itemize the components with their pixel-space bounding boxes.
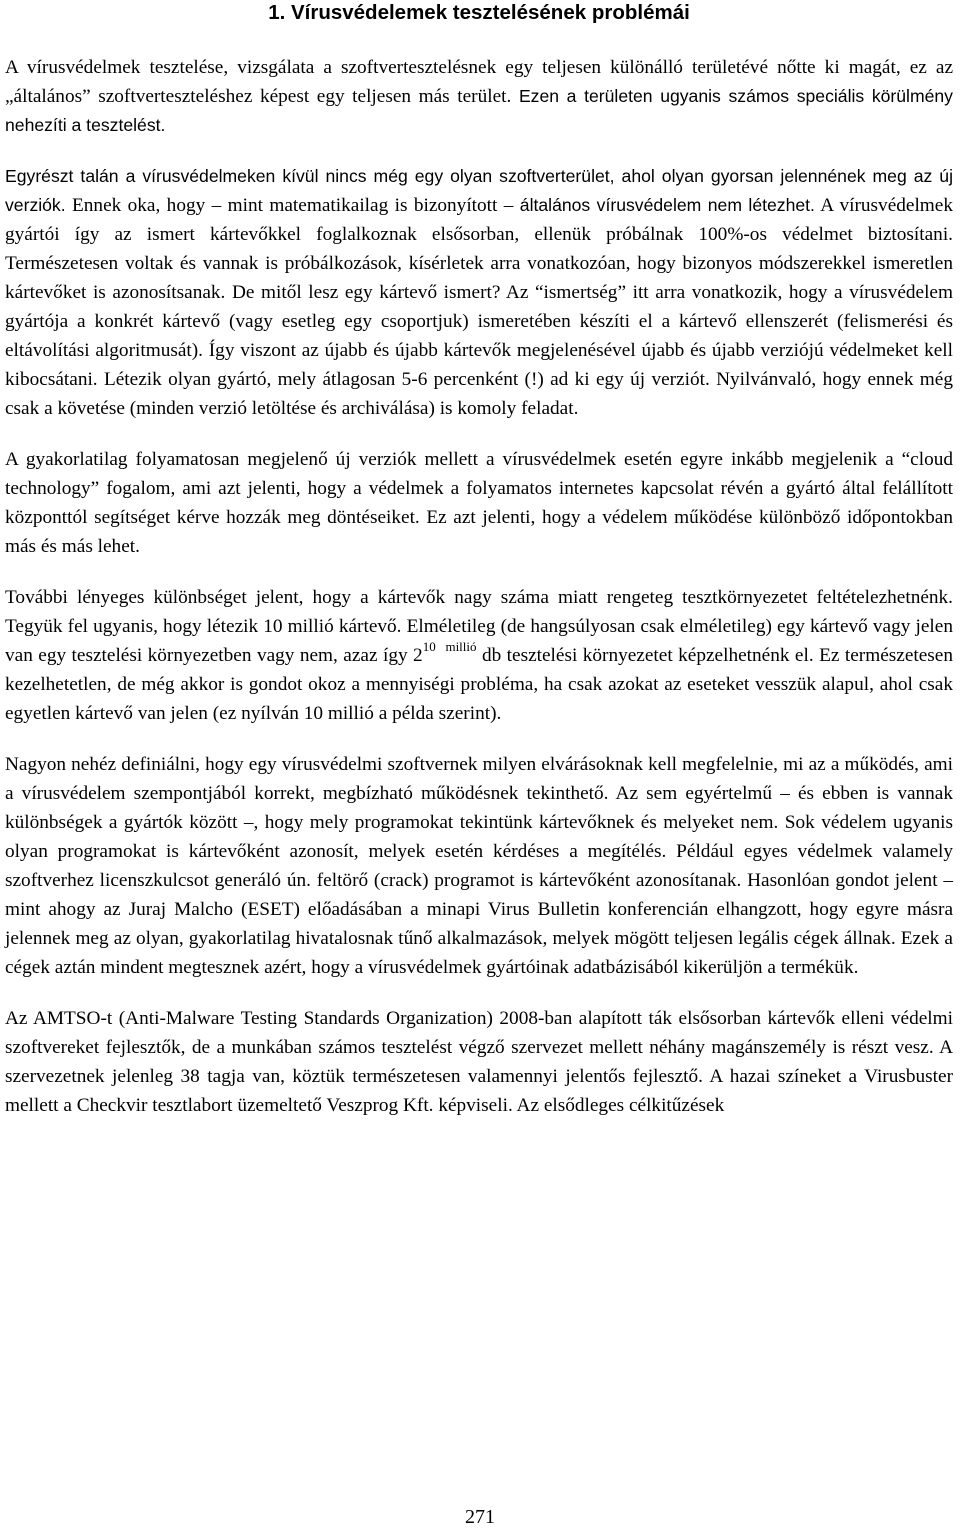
- paragraph-2-sans-text-a: Egyrészt talán a vírusvédelmeken kívül nincs még egy olyan szoftverterület, ahol olyan gyorsan jelennének meg az új verziók.: [5, 166, 953, 215]
- paragraph-1-serif-text: A vírusvédelmek tesztelése, vizsgálata a szoftvertesztelésnek egy teljesen különálló területévé nőtte ki magát, ez az „általános” szoftverteszteléshez képest egy teljesen más terület.: [5, 57, 953, 107]
- section-title: 1. Vírusvédelemek tesztelésének problémái: [268, 1, 690, 24]
- paragraph-2-sans-text-b: általános vírusvédelem nem létezhet.: [519, 195, 815, 215]
- paragraph-5: Nagyon nehéz definiálni, hogy egy vírusvédelmi szoftvernek milyen elvárásoknak kell megfelelnie, mi az a működés, ami a vírusvédelem szempontjából korrekt, megbízható működésnek tekinthető. Az sem egyértelmű – és ebben is vannak különbségek a gyártók között –, hogy mely programokat tekintünk kártevőknek és melyeket nem. Sok védelem ugyanis olyan programokat is kártevőként azonosít, melyek esetén kérdéses a megítélés. Például egyes védelmek valamely szoftverhez licenszkulcsot generáló ún. feltörő (crack) programot is kártevőként azonosítanak. Hasonlóan gondot jelent – mint ahogy az Juraj Malcho (ESET) előadásában a minapi Virus Bulletin konferencián elhangzott, hogy egyre másra jelennek meg az olyan, gyakorlatilag hivatalosnak tűnő alkalmazások, melyek mögött teljesen legális cégek állnak. Ezek a cégek aztán mindent megtesznek azért, hogy a vírusvédelmek gyártóinak adatbázisából kikerüljön a termékük.: [5, 754, 953, 978]
- paragraph-6: Az AMTSO-t (Anti-Malware Testing Standards Organization) 2008-ban alapított ták elsősorban kártevők elleni védelmi szoftvereket fejlesztők, de a munkában számos tesztelést végző szervezet mellett néhány magánszemély is részt vesz. A szervezetnek jelenleg 38 tagja van, köztük természetesen valamennyi jelentős fejlesztő. A hazai színeket a Virusbuster mellett a Checkvir tesztlabort üzemeltető Veszprog Kft. képviseli. Az elsődleges célkitűzések: [5, 1008, 953, 1116]
- paragraph-1: [5, 53, 953, 140]
- paragraph-3: A gyakorlatilag folyamatosan megjelenő új verziók mellett a vírusvédelmek esetén egyre inkább megjelenik a “cloud technology” fogalom, ami azt jelenti, hogy a védelmek a folyamatos internetes kapcsolat révén a gyártó által felállított központtól segítséget kérve hozzák meg döntéseiket. Ez azt jelenti, hogy a védelem működése különböző időpontokban más és más lehet.: [5, 449, 953, 557]
- exponent-number: 10: [422, 639, 436, 654]
- paragraph-4: [5, 583, 953, 728]
- paragraph-2: [5, 162, 953, 423]
- exponent-word: millió: [445, 639, 477, 654]
- document-page: [5, 0, 953, 1142]
- paragraph-2-serif-text-b: A vírusvédelmek gyártói így az ismert kártevőkkel foglalkoznak elsősorban, ellenük próbálnak 100%-os védelmet biztosítani. Természetesen voltak és vannak is próbálkozások, kísérletek arra vonatkozóan, hogy bizonyos módszerekkel ismeretlen kártevőket is azonosítsanak. De mitől lesz egy kártevő ismert? Az “ismertség” itt arra vonatkozik, hogy a vírusvédelem gyártója a konkrét kártevő (vagy esetleg egy csoportjuk) ismeretében készíti el a kártevő ellenszerét (felismerési és eltávolítási algoritmusát). Így viszont az újabb és újabb kártevők megjelenésével újabb és újabb verziójú védelmeket kell kibocsátani. Létezik olyan gyártó, mely átlagosan 5-6 percenként (!) ad ki egy új verziót. Nyilvánvaló, hogy ennek még csak a követése (minden verzió letöltése és archiválása) is komoly feladat.: [5, 195, 954, 419]
- paragraph-4-text-b: db tesztelési környezetet képzelhetnénk el. Ez természetesen kezelhetetlen, de még akkor is gondot okoz a mennyiségi probléma, ha csak azokat az eseteket vesszük alapul, ahol csak egyetlen kártevő van jelen (ez nyílván 10 millió a példa szerint).: [5, 645, 953, 724]
- page-number: 271: [465, 1506, 495, 1528]
- exponent: [423, 640, 477, 653]
- paragraph-2-serif-text-a: Ennek oka, hogy – mint matematikailag is bizonyított –: [65, 195, 520, 216]
- paragraph-1-sans-text: Ezen a területen ugyanis számos speciális körülmény nehezíti a tesztelést.: [5, 86, 953, 135]
- paragraph-4-text-a: További lényeges különbséget jelent, hogy a kártevők nagy száma miatt rengeteg tesztkörnyezetet feltételezhetnénk. Tegyük fel ugyanis, hogy létezik 10 millió kártevő. Elméletileg (de hangsúlyosan csak elméletileg) egy kártevő vagy jelen van egy tesztelési környezetben vagy nem, azaz így 2: [5, 587, 953, 666]
